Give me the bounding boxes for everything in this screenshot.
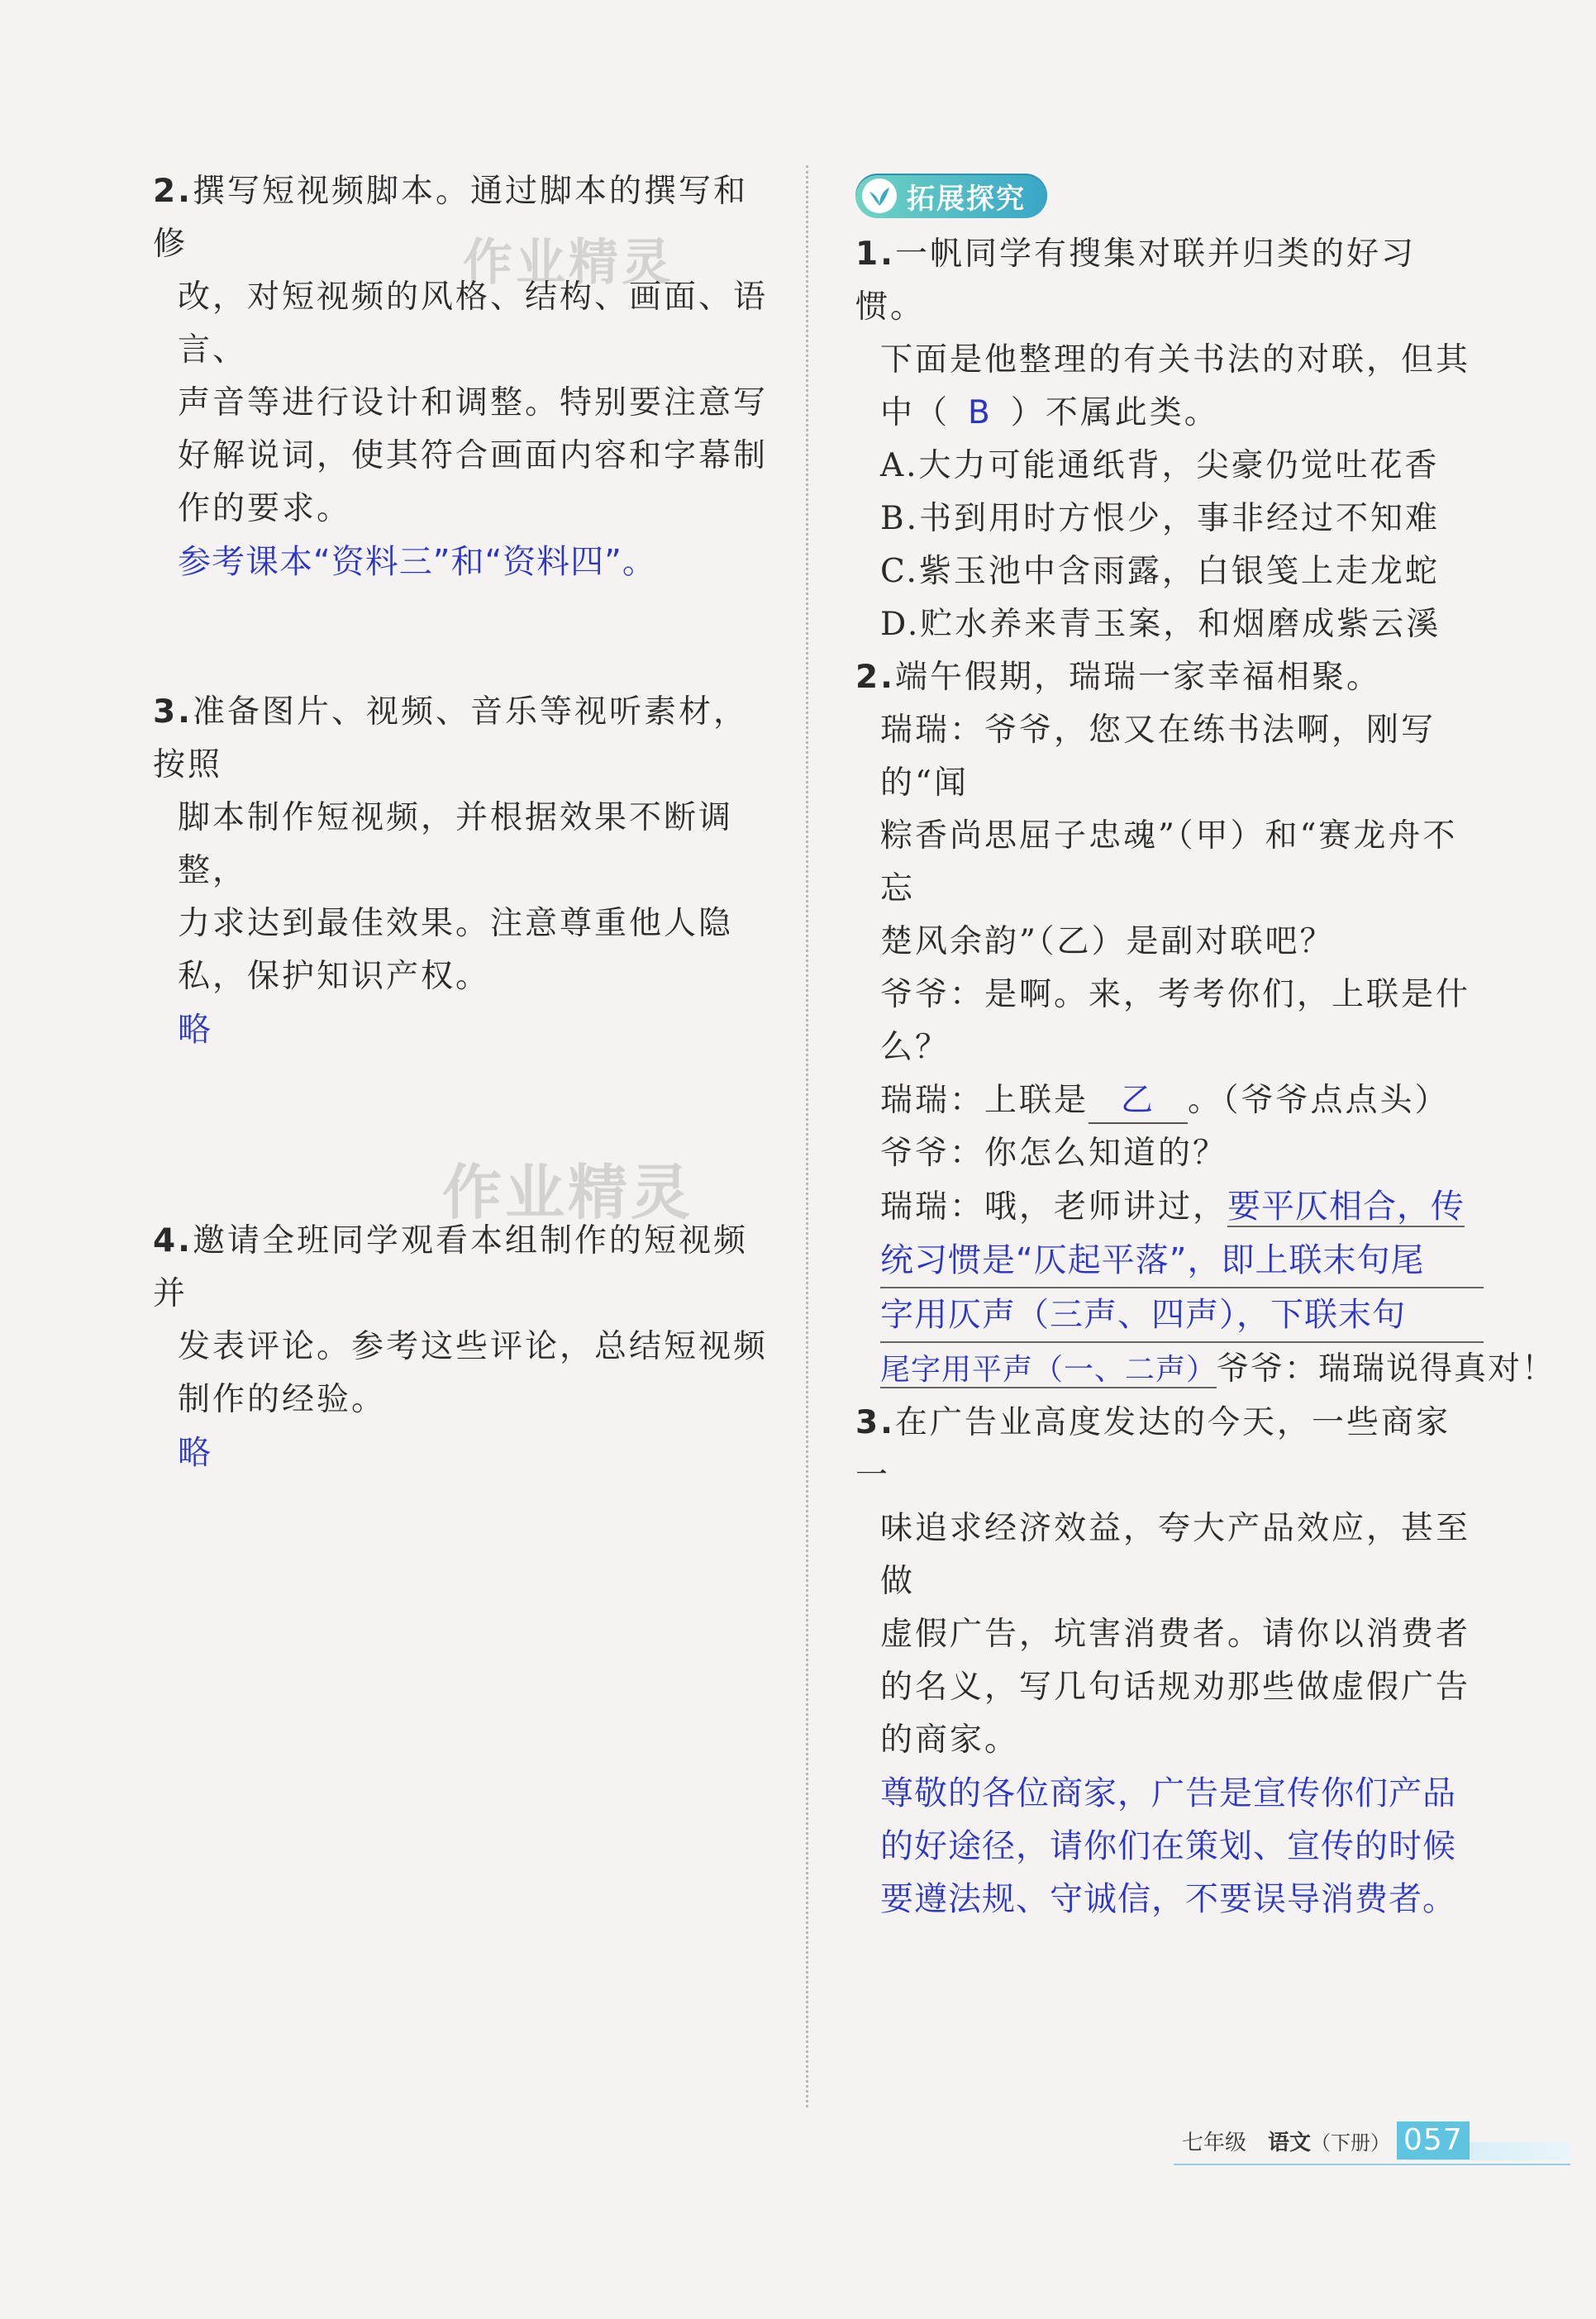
handwritten-answer: 要平仄相合，传 — [1227, 1188, 1465, 1226]
handwritten-answer: 要遵法规、守诚信，不要误导消费者。 — [880, 1880, 1456, 1918]
column-divider — [806, 165, 808, 2107]
footer-grade: 七年级 — [1182, 2130, 1247, 2155]
answer-blank: B — [968, 394, 993, 431]
dialogue-line — [855, 1074, 1484, 1127]
question-3-line: 虚假广告，坑害消费者。请你以消费者 — [880, 1616, 1471, 1653]
question-2-right — [855, 651, 1556, 1397]
watermark: 作业精灵 — [442, 1158, 694, 1227]
question-text: 端午假期，瑞瑞一家幸福相聚。 — [894, 659, 1381, 696]
question-text: 一帆同学有搜集对联并归类的好习惯。 — [855, 236, 1416, 326]
right-column — [855, 157, 1556, 1926]
question-1-line: 下面是他整理的有关书法的对联，但其 — [880, 341, 1471, 379]
question-2-line: 声音等进行设计和调整。特别要注意写 — [178, 384, 769, 421]
reason-block — [855, 1180, 1556, 1397]
dialogue-line: 爷爷：你怎么知道的？ — [880, 1135, 1228, 1172]
question-3-right — [855, 1397, 1484, 1926]
section-title: 拓展探究 — [907, 182, 1026, 216]
question-3-line: 脚本制作短视频，并根据效果不断调整， — [178, 799, 734, 889]
dialogue-text: 瑞瑞：哦，老师讲过， — [880, 1188, 1228, 1226]
option-b: B.书到用时方恨少，事非经过不知难 — [880, 500, 1441, 537]
answer-text: 略 — [178, 1011, 212, 1049]
dialogue-line: 瑞瑞：爷爷，您又在练书法啊，刚写的“闻 — [880, 712, 1436, 802]
question-3-line: 味追求经济效益，夸大产品效应，甚至做 — [880, 1510, 1471, 1600]
question-2-line — [153, 165, 769, 271]
question-number: 1. — [855, 236, 895, 273]
question-text: 撰写短视频脚本。通过脚本的撰写和修 — [153, 173, 748, 263]
blank-prefix: 中（ — [880, 394, 950, 431]
question-number: 2. — [855, 659, 895, 696]
dialogue-line: 楚风余韵”（乙）是副对联吧？ — [880, 923, 1335, 960]
answer-text: 略 — [178, 1434, 212, 1472]
blank-suffix: ）不属此类。 — [1010, 394, 1219, 431]
option-c: C.紫玉池中含雨露，白银笺上走龙蛇 — [880, 553, 1440, 590]
page-number: 057 — [1397, 2121, 1470, 2159]
question-text: 准备图片、视频、音乐等视听素材，按照 — [153, 693, 748, 783]
option-a: A.大力可能通纸背，尖豪仍觉吐花香 — [880, 447, 1440, 484]
question-3 — [153, 686, 769, 1056]
dialogue-line: 粽香尚思屈子忠魂”（甲）和“赛龙舟不忘 — [880, 817, 1458, 907]
handwritten-answer: 尊敬的各位商家，广告是宣传你们产品 — [880, 1774, 1456, 1812]
handwritten-answer: 尾字用平声（一、二声） — [880, 1353, 1217, 1387]
question-number: 3. — [153, 693, 193, 731]
leaf-icon — [862, 179, 897, 213]
question-3-line: 的商家。 — [880, 1721, 1020, 1759]
question-number: 4. — [153, 1222, 193, 1259]
question-4 — [153, 1215, 769, 1479]
question-number: 3. — [855, 1404, 895, 1441]
footer-subject: 语文 — [1268, 2130, 1312, 2155]
question-2 — [153, 165, 769, 588]
question-2-line: 好解说词，使其符合画面内容和字幕制 — [178, 437, 769, 474]
question-4-line: 制作的经验。 — [178, 1381, 387, 1418]
handwritten-answer: 的好途径，请你们在策划、宣传的时候 — [880, 1827, 1456, 1865]
dialogue-text: 瑞瑞：上联是 — [880, 1082, 1089, 1119]
question-4-line — [153, 1215, 769, 1321]
question-number: 2. — [153, 173, 193, 210]
question-4-line: 发表评论。参考这些评论，总结短视频 — [178, 1328, 769, 1365]
question-3-line: 私，保护知识产权。 — [178, 958, 491, 995]
section-badge — [855, 174, 1047, 218]
question-3-line — [153, 686, 769, 792]
dialogue-text: 。（爷爷点点头） — [1188, 1082, 1450, 1119]
answer-text: 参考课本“资料三”和“资料四”。 — [178, 543, 656, 581]
question-1-line — [855, 228, 1484, 334]
question-2-line: 改，对短视频的风格、结构、画面、语言、 — [178, 279, 769, 369]
page-footer — [1182, 2120, 1570, 2161]
dialogue-line: 爷爷：是啊。来，考考你们，上联是什么？ — [880, 976, 1471, 1066]
footer-volume: （下册） — [1311, 2131, 1391, 2155]
footer-line — [1174, 2164, 1570, 2165]
question-3-line — [855, 1397, 1484, 1502]
dialogue-text: 爷爷：瑞瑞说得真对！ — [1217, 1350, 1556, 1388]
handwritten-answer: 统习惯是“仄起平落”，即上联末句尾 — [880, 1234, 1484, 1288]
question-2-intro — [855, 651, 1484, 704]
question-3-line: 的名义，写几句话规劝那些做虚假广告 — [880, 1669, 1471, 1706]
question-1 — [855, 228, 1484, 651]
question-2-line: 作的要求。 — [178, 490, 352, 527]
question-1-line — [855, 387, 1484, 440]
question-text: 在广告业高度发达的今天，一些商家一 — [855, 1404, 1451, 1494]
handwritten-answer: 字用仄声（三声、四声），下联末句 — [880, 1288, 1484, 1343]
question-3-line: 力求达到最佳效果。注意尊重他人隐 — [178, 905, 734, 942]
watermark: 作业精灵 — [463, 234, 674, 292]
answer-blank: 乙 — [1089, 1079, 1188, 1124]
question-text: 邀请全班同学观看本组制作的短视频并 — [153, 1222, 748, 1312]
option-d: D.贮水养来青玉案，和烟磨成紫云溪 — [880, 606, 1441, 643]
